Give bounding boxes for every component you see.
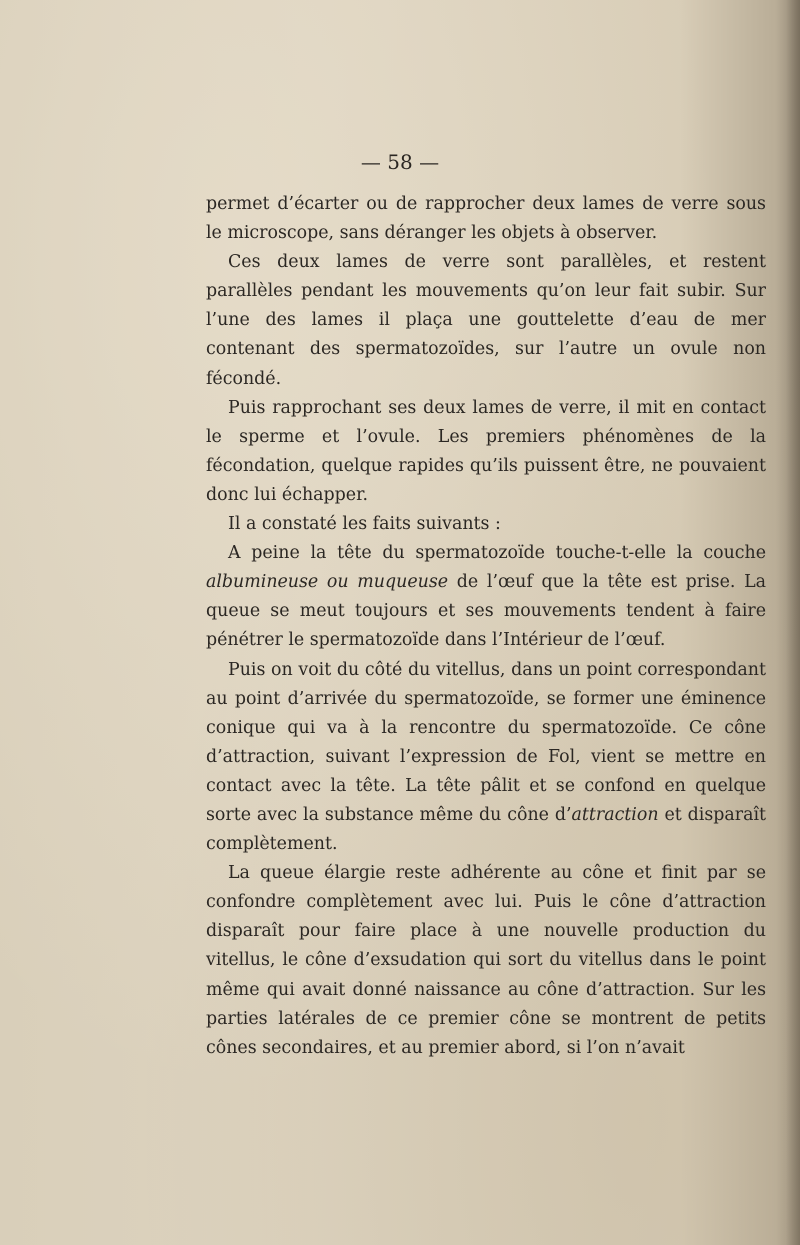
paragraph-5-end: de l’œuf que la tête est prise. La queue se meut toujours et ses mouvements tendent à faire pénétrer le spermatozoïde dans l’Intérieur de l’œuf. xyxy=(206,572,767,651)
paragraph-5-start: A peine la tête du spermatozoïde touche-t-elle la couche xyxy=(228,543,766,564)
paragraph-6 xyxy=(206,656,766,860)
paragraph-2: Ces deux lames de verre sont parallèles, et restent parallèles pendant les mouvements qu’on leur fait subir. Sur l’une des lames il plaça une gouttelette d’eau de mer contenant des spermatozoïdes, sur l’autre un ovule non fécondé. xyxy=(206,252,766,389)
paragraph-5 xyxy=(206,539,766,655)
body-text xyxy=(206,190,766,1063)
paragraph-4: Il a constaté les faits suivants : xyxy=(228,514,501,535)
paragraph-6-start: Puis on voit du côté du vitellus, dans un point correspondant au point d’arrivée du spermatozoïde, se former une éminence conique qui va à la rencontre du spermatozoïde. Ce cône d’attraction, suivant l’expression de Fol, vient se mettre en contact avec la tête. La tête pâlit et se confond en quelque sorte avec la substance même du cône d’ xyxy=(206,659,766,825)
paragraph-7: La queue élargie reste adhérente au cône et finit par se confondre complètement avec lui. Puis le cône d’attraction disparaît pour faire place à une nouvelle production du vitellus, le cône d’exsudation qui sort du vitellus dans le point même qui avait donné naissance au cône d’attraction. Sur les parties latérales de ce premier cône se montrent de petits cônes secondaires, et au premier abord, si l’on n’avait xyxy=(206,863,766,1058)
paragraph-6-end: et disparaît complètement. xyxy=(206,804,766,855)
paragraph-1: permet d’écarter ou de rapprocher deux lames de verre sous le microscope, sans déranger les objets à observer. xyxy=(206,194,766,244)
paragraph-3: Puis rapprochant ses deux lames de verre, il mit en contact le sperme et l’ovule. Les premiers phénomènes de la fécondation, quelque rapides qu’ils puissent être, ne pouvaient donc lui échapper. xyxy=(206,397,766,505)
page-edge-shadow xyxy=(786,0,800,1245)
page-number: — 58 — xyxy=(360,150,440,174)
paragraph-6-italic: attraction xyxy=(571,804,659,825)
paragraph-5-italic: albumineuse ou muqueuse xyxy=(206,572,449,593)
